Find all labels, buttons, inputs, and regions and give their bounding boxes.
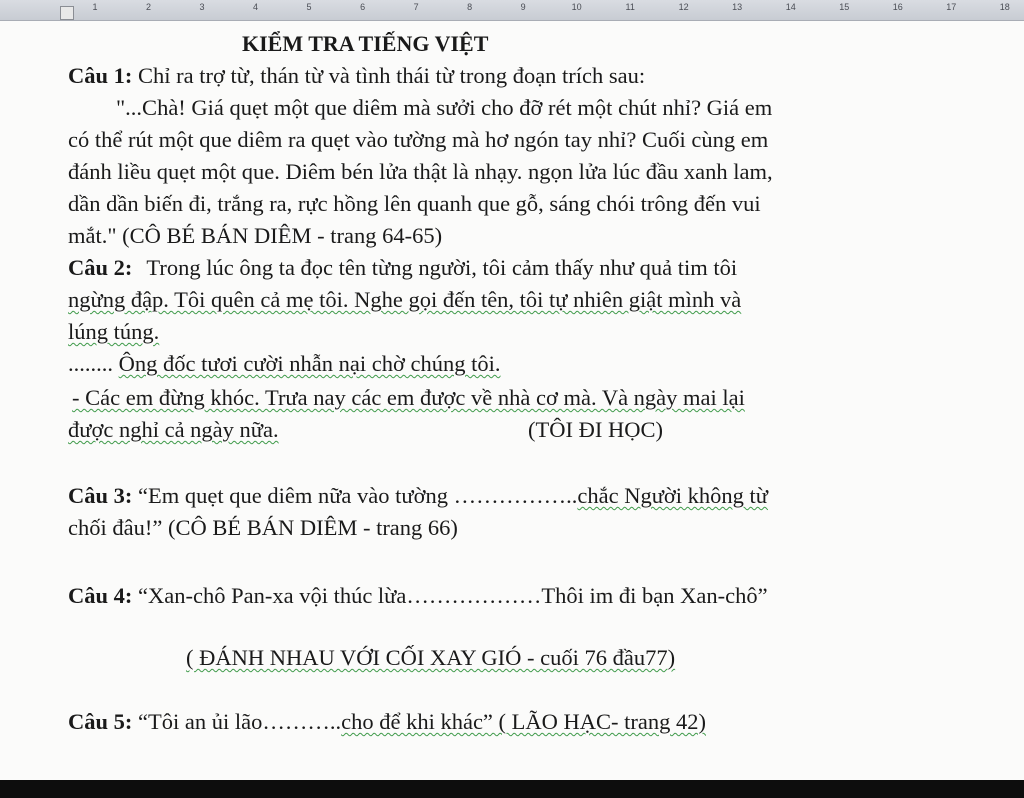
ruler-number: 9	[520, 2, 526, 12]
question-2-blank: ........	[68, 351, 113, 376]
question-4-line	[68, 581, 768, 611]
document-title: KIỂM TRA TIẾNG VIỆT	[242, 31, 489, 56]
question-5-text-end: cho để khi khác” ( LÃO HẠC- trang 42)	[341, 709, 706, 734]
question-2-line-5: - Các em đừng khóc. Trưa nay các em được về nhà cơ mà. Và ngày mai lại	[72, 385, 745, 410]
ruler-number: 7	[413, 2, 419, 12]
question-3-text: “Em quẹt que diêm nữa vào tường	[138, 483, 448, 508]
question-3-line-1	[68, 481, 768, 511]
question-4-text: “Xan-chô Pan-xa vội thúc lừa	[138, 583, 407, 608]
question-4-source-text: ( ĐÁNH NHAU VỚI CỐI XAY GIÓ - cuối 76 đầu77)	[186, 645, 676, 670]
question-1-text: Chỉ ra trợ từ, thán từ và tình thái từ trong đoạn trích sau:	[138, 63, 646, 88]
horizontal-ruler[interactable]	[0, 0, 1024, 21]
ruler-number: 5	[306, 2, 312, 12]
ruler-number: 8	[467, 2, 473, 12]
ruler-number: 10	[571, 2, 582, 12]
question-5-line	[68, 707, 706, 737]
question-2-line-4-text: Ông đốc tươi cười nhẫn nại chờ chúng tôi.	[118, 351, 501, 376]
question-3-blank: ……………..	[453, 483, 578, 508]
question-2-label: Câu 2:	[68, 255, 133, 280]
question-1-prompt	[68, 61, 645, 91]
question-2-line-2: ngừng đập. Tôi quên cả mẹ tôi. Nghe gọi đến tên, tôi tự nhiên giật mình và	[68, 287, 742, 312]
ruler-numbers	[80, 2, 1020, 16]
question-4-blank: ………………	[406, 583, 542, 608]
ruler-number: 11	[625, 2, 635, 12]
question-4-source	[186, 643, 675, 673]
question-2-source: (TÔI ĐI HỌC)	[528, 417, 663, 442]
question-2-line-3: lúng túng.	[68, 319, 160, 344]
question-3-line-2: chối đâu!” (CÔ BÉ BÁN DIÊM - trang 66)	[68, 515, 458, 540]
question-1-label: Câu 1:	[68, 63, 133, 88]
question-2-line-4	[68, 349, 501, 379]
ruler-number: 14	[785, 2, 796, 12]
document-page[interactable]	[0, 21, 1024, 780]
ruler-number: 4	[253, 2, 259, 12]
question-2-line-1	[68, 253, 737, 283]
question-4-label: Câu 4:	[68, 583, 133, 608]
question-4-text-end: Thôi im đi bạn Xan-chô”	[541, 583, 768, 608]
question-5-label: Câu 5:	[68, 709, 133, 734]
ruler-number: 13	[732, 2, 743, 12]
ruler-number: 3	[199, 2, 205, 12]
question-5-blank: ………..	[262, 709, 342, 734]
excerpt-line-4: dần dần biến đi, trắng ra, rực hồng lên quanh que gỗ, sáng chói trông đến vui	[68, 191, 761, 216]
question-5-text: “Tôi an ủi lão	[138, 709, 263, 734]
indent-marker[interactable]	[60, 6, 74, 20]
excerpt-line-5: mắt." (CÔ BÉ BÁN DIÊM - trang 64-65)	[68, 223, 443, 248]
excerpt-line-1: "...Chà! Giá quẹt một que diêm mà sưởi cho đỡ rét một chút nhỉ? Giá em	[116, 95, 773, 120]
question-3-label: Câu 3:	[68, 483, 133, 508]
ruler-number: 15	[839, 2, 850, 12]
excerpt-line-3: đánh liều quẹt một que. Diêm bén lửa thật là nhạy. ngọn lửa lúc đầu xanh lam,	[68, 159, 773, 184]
question-2-text: Trong lúc ông ta đọc tên từng người, tôi cảm thấy như quả tim tôi	[146, 255, 738, 280]
ruler-number: 17	[946, 2, 957, 12]
ruler-number: 12	[678, 2, 689, 12]
ruler-number: 6	[360, 2, 366, 12]
question-3-text-end: chắc Người không từ	[577, 483, 768, 508]
ruler-number: 1	[92, 2, 98, 12]
ruler-number: 2	[146, 2, 152, 12]
bottom-bar	[0, 780, 1024, 798]
excerpt-line-2: có thể rút một que diêm ra quẹt vào tường mà hơ ngón tay nhỉ? Cuối cùng em	[68, 127, 769, 152]
question-2-line-6: được nghỉ cả ngày nữa.	[68, 417, 279, 442]
ruler-number: 18	[999, 2, 1010, 12]
ruler-number: 16	[892, 2, 903, 12]
